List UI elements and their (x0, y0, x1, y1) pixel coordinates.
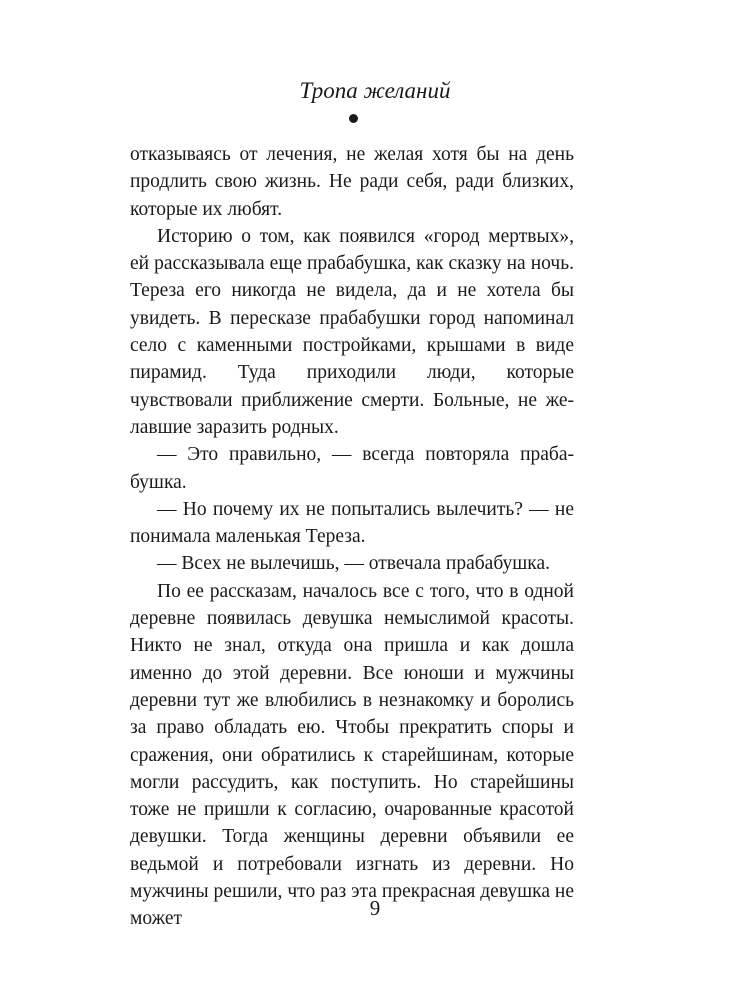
running-head: Тропа желаний (299, 78, 451, 103)
paragraph-5: — Всех не вылечишь, — отвечала прабабушка. (157, 553, 550, 575)
paragraph-6: По ее рассказам, началось все с того, что в одной деревне появилась девушка немыслимой красоты. Никто не знал, откуда она пришла и как дошла именно до этой деревни. Все юноши и мужчины деревни тут же влюбились в незнакомку и боролись за право обладать ею. Чтобы прекратить споры и сражения, они обратились к старейшинам, которые могли рассудить, как поступить. Но старейшины тоже не пришли к согласию, очарованные красотой девушки. Тогда женщины деревни объявили ее ведьмой и потребовали изгнать из деревни. Но мужчины решили, что раз эта прекрасная девушка не может (130, 580, 574, 930)
paragraph-3: — Это правильно, — всегда повторяла прабабушка. (130, 444, 574, 493)
paragraph-2: Историю о том, как появился «город мертвых», ей рассказывала еще прабабушка, как сказку на ночь. Тереза его никогда не видела, да и не хотела бы увидеть. В пересказе прабабушки город напоминал село с каменными постройками, крышами в виде пирамид. Туда приходили люди, которые чувствовали приближение смерти. Больные, не желавшие заразить родных. (130, 225, 574, 438)
ornament-dot (349, 114, 358, 123)
paragraph-4: — Но почему их не попытались вылечить? — не понимала маленькая Тереза. (130, 498, 574, 548)
text-block (130, 141, 574, 933)
paragraph-1: отказываясь от лечения, не желая хотя бы на день продлить свою жизнь. Не ради себя, ради близких, которые их любят. (130, 144, 574, 220)
page-number: 9 (369, 896, 381, 920)
